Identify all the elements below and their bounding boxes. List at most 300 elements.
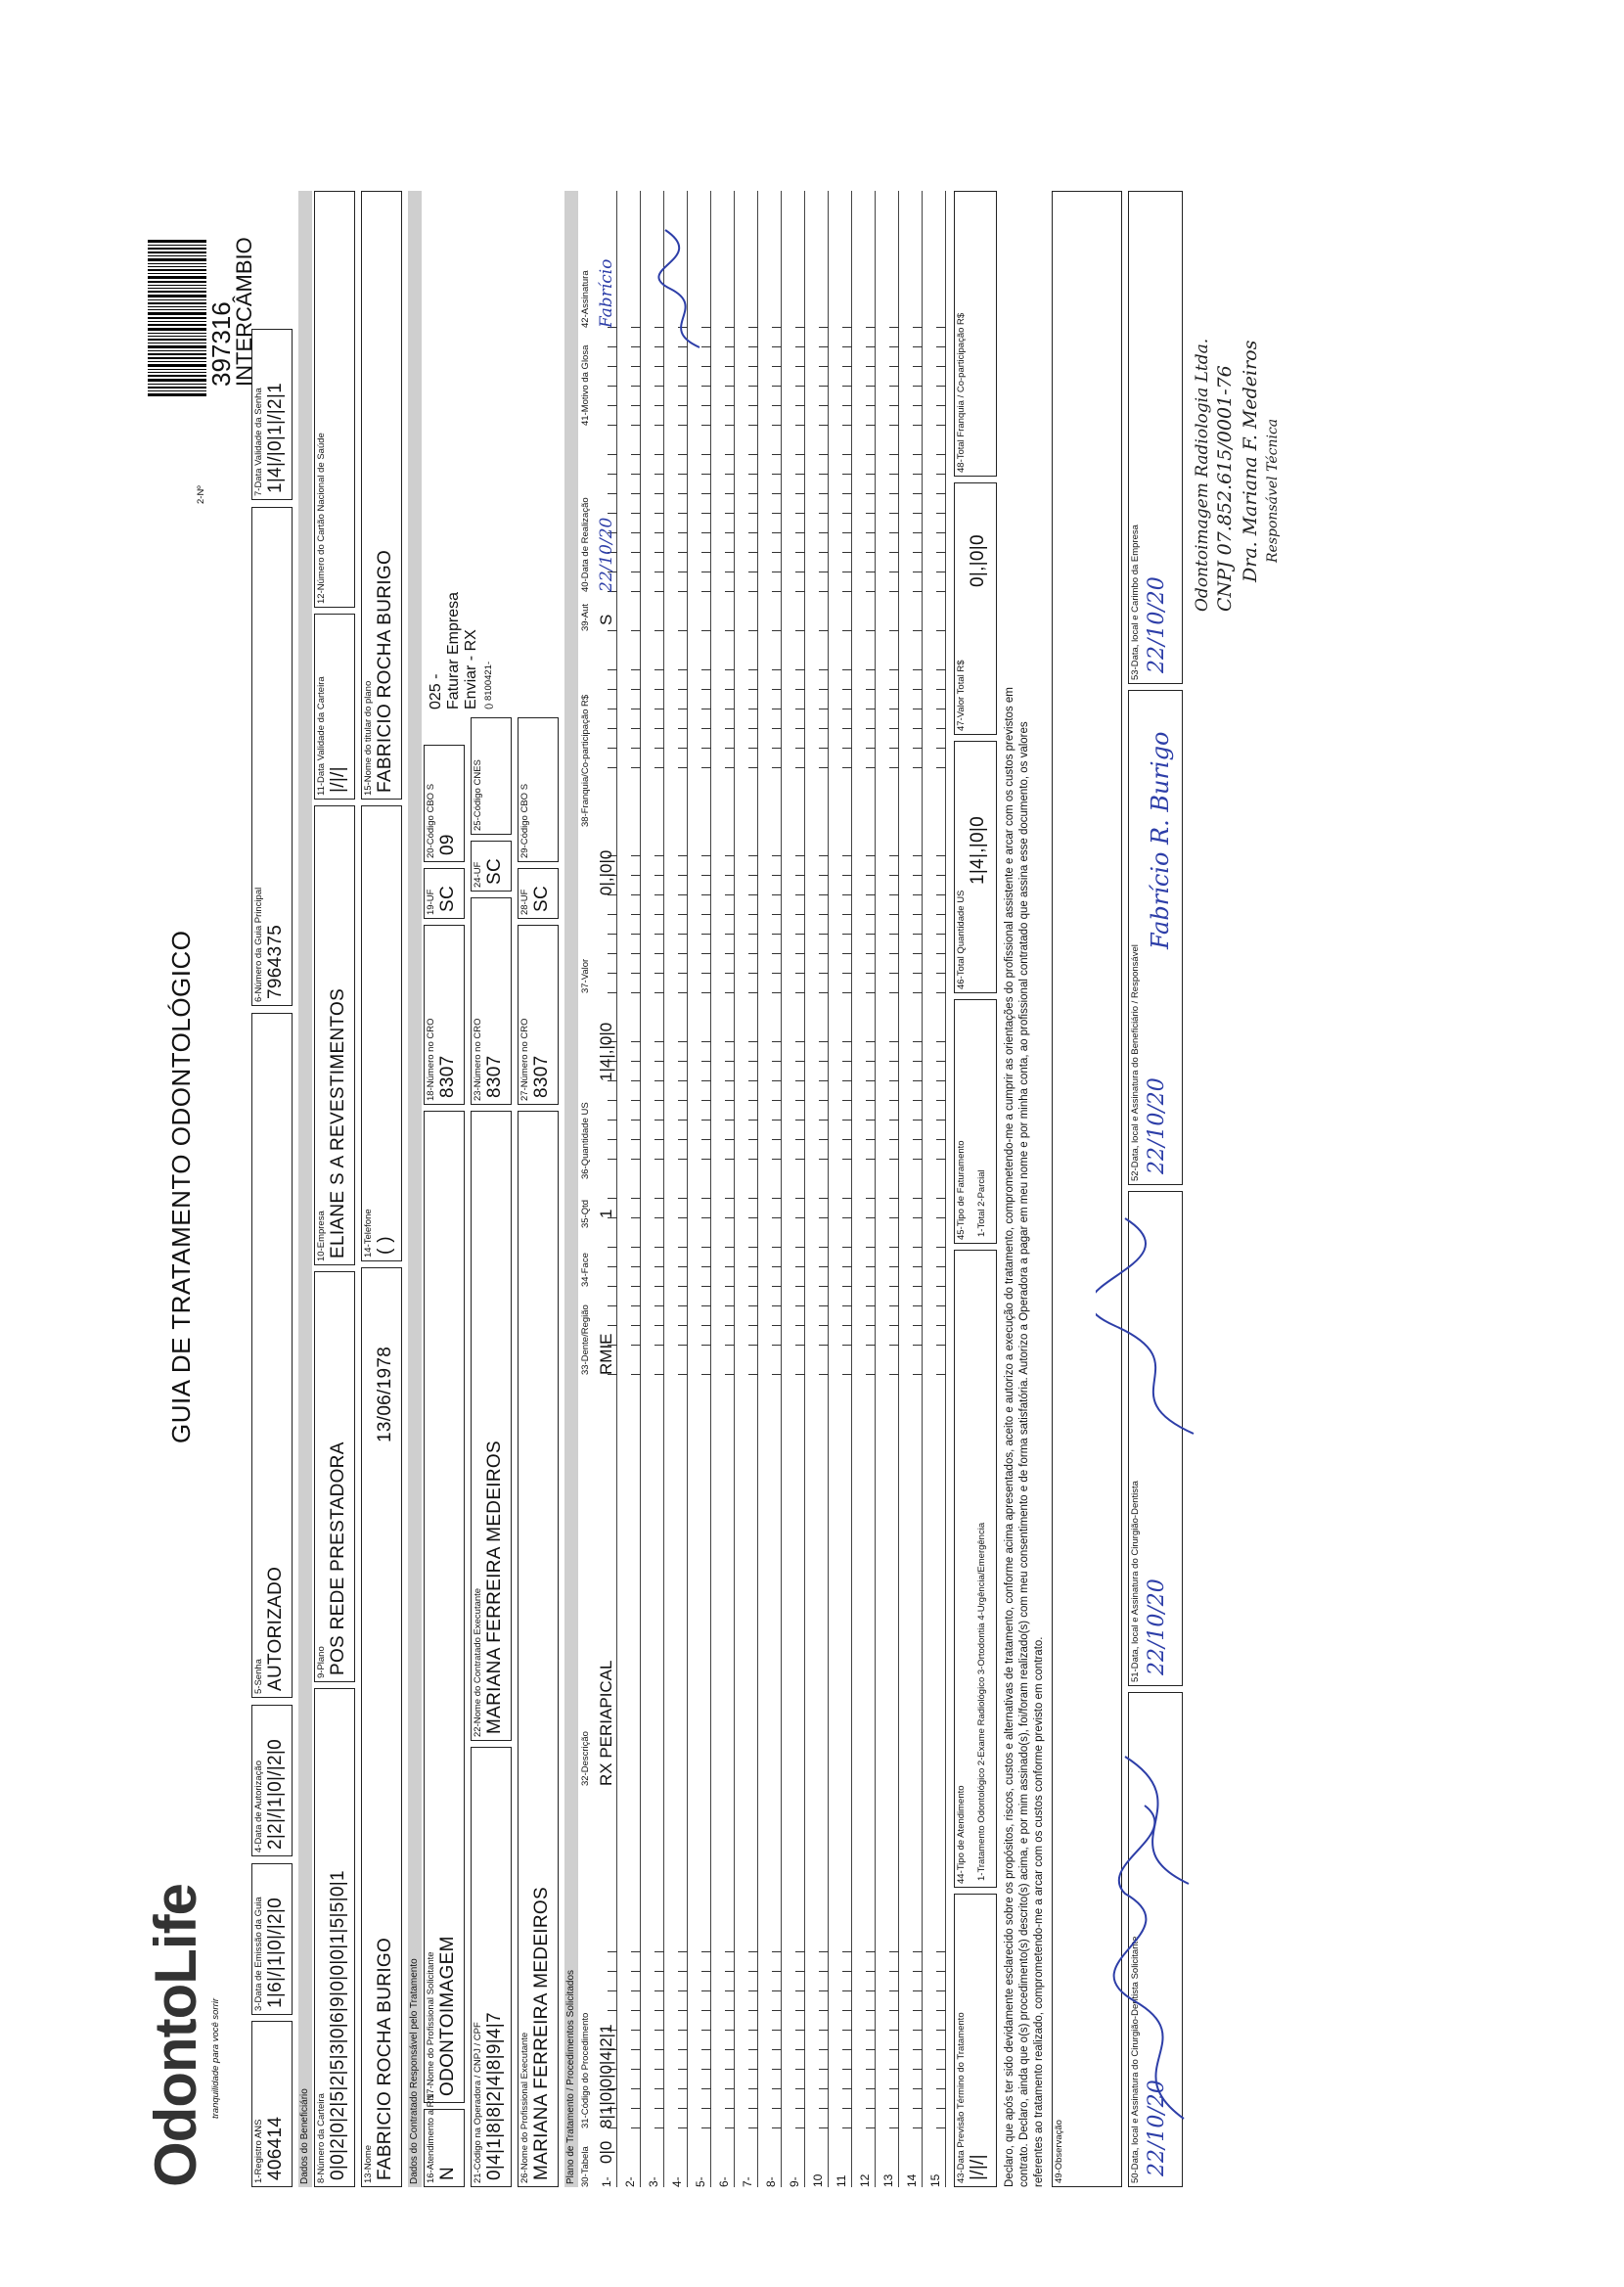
table-row[interactable] xyxy=(666,191,688,2187)
row-tick xyxy=(842,1139,852,1140)
row-tick xyxy=(842,1041,852,1042)
row-tick xyxy=(701,2010,711,2011)
col-34-face: 34-Face xyxy=(580,1253,591,1287)
row-tick xyxy=(913,552,923,553)
row-tick xyxy=(701,425,711,426)
row-tick xyxy=(748,953,758,954)
row-underline xyxy=(616,191,617,2187)
row-tick xyxy=(678,1374,688,1375)
row-tick xyxy=(631,767,641,768)
row-tick xyxy=(819,2049,829,2050)
row-tick xyxy=(889,2049,899,2050)
row-tick xyxy=(889,552,899,553)
page-title: GUIA DE TRATAMENTO ODONTOLÓGICO xyxy=(166,930,196,1443)
row-tick xyxy=(889,1080,899,1081)
row-tick xyxy=(889,1100,899,1101)
row-tick xyxy=(913,425,923,426)
row-tick xyxy=(795,1159,805,1160)
row-tick xyxy=(748,1325,758,1326)
row-tick xyxy=(701,1080,711,1081)
table-row[interactable] xyxy=(690,191,711,2187)
row-tick xyxy=(608,1990,617,1991)
row-tick xyxy=(936,2030,946,2031)
field-20-cbo[interactable]: 20-Código CBO S 09 xyxy=(424,745,465,862)
row-tick xyxy=(889,1345,899,1346)
row-tick xyxy=(631,1100,641,1101)
row-tick xyxy=(936,748,946,749)
row-tick xyxy=(725,1345,735,1346)
row-tick xyxy=(889,953,899,954)
row-tick xyxy=(866,1971,876,1972)
table-row[interactable] xyxy=(854,191,876,2187)
table-row[interactable] xyxy=(760,191,782,2187)
row-number: 6- xyxy=(717,2176,731,2187)
row-tick xyxy=(772,1061,782,1062)
row-tick xyxy=(678,630,688,631)
field-8-carteira[interactable]: 8-Número da Carteira 0|0|2|0|2|5|2|5|3|0|6|9|0|0|0|1|5|5|0|1 xyxy=(314,1688,355,2187)
row-tick xyxy=(866,1305,876,1306)
row-tick xyxy=(819,875,829,876)
dentist-signature-scribble-1 xyxy=(1096,1678,1213,2128)
row-tick xyxy=(819,1325,829,1326)
row-tick xyxy=(608,1266,617,1267)
row-tick xyxy=(608,1951,617,1952)
row-tick xyxy=(936,2049,946,2050)
row-tick xyxy=(631,875,641,876)
field-49-observacao[interactable]: 49-Observação xyxy=(1052,191,1122,2187)
field-14-telefone[interactable]: 14-Telefone ( ) xyxy=(361,805,402,1261)
row-number: 9- xyxy=(788,2176,801,2187)
row-tick xyxy=(748,532,758,533)
row-tick xyxy=(866,1374,876,1375)
field-45-tipo-faturamento[interactable]: 45-Tipo de Faturamento 1-Total 2-Parcial xyxy=(954,999,997,1244)
row-tick xyxy=(936,728,946,729)
row-tick xyxy=(678,953,688,954)
row-tick xyxy=(654,2049,664,2050)
row-tick xyxy=(701,748,711,749)
row-tick xyxy=(795,1325,805,1326)
row-tick xyxy=(772,934,782,935)
row-tick xyxy=(913,1198,923,1199)
row-tick xyxy=(866,1247,876,1248)
row-tick xyxy=(772,552,782,553)
row-tick xyxy=(866,532,876,533)
row-tick xyxy=(725,2010,735,2011)
row-tick xyxy=(866,992,876,993)
row-tick xyxy=(889,2030,899,2031)
barcode-bar xyxy=(148,263,206,264)
row-tick xyxy=(631,953,641,954)
barcode-bar xyxy=(148,240,206,243)
table-row[interactable] xyxy=(878,191,899,2187)
row-tick xyxy=(725,532,735,533)
row-tick xyxy=(608,669,617,670)
row-tick xyxy=(701,474,711,475)
col-40-data-realizacao: 40-Data de Realização xyxy=(580,497,591,592)
stamp-line-3: Dra. Mariana F. Medeiros xyxy=(1240,340,1261,582)
row-tick xyxy=(936,1217,946,1218)
row-tick xyxy=(889,689,899,690)
row-tick xyxy=(748,934,758,935)
table-row[interactable] xyxy=(901,191,923,2187)
row-tick xyxy=(842,327,852,328)
row-tick xyxy=(795,425,805,426)
field-5-senha[interactable]: 5-Senha AUTORIZADO xyxy=(251,1013,293,1698)
field-22-contratado-executante[interactable]: 22-Nome do Contratado Executante MARIANA FERREIRA MEDEIROS xyxy=(471,1111,512,1741)
table-row[interactable] xyxy=(737,191,758,2187)
row-tick xyxy=(748,1990,758,1991)
table-row[interactable] xyxy=(784,191,805,2187)
row-tick xyxy=(631,728,641,729)
field-25-cnes[interactable]: 25-Código CNES xyxy=(471,717,512,835)
row-tick xyxy=(842,630,852,631)
row-tick xyxy=(866,1325,876,1326)
row-tick xyxy=(772,630,782,631)
field-13-nome[interactable]: 13-Nome FABRICIO ROCHA BURIGO 13/06/1978 xyxy=(361,1267,402,2187)
row-tick xyxy=(748,1100,758,1101)
table-row[interactable] xyxy=(713,191,735,2187)
row-tick xyxy=(889,1286,899,1287)
barcode-bar xyxy=(148,299,206,300)
row-tick xyxy=(795,2069,805,2070)
row-tick xyxy=(772,855,782,856)
row-tick xyxy=(678,2108,688,2109)
row-tick xyxy=(889,425,899,426)
table-row[interactable] xyxy=(643,191,664,2187)
row-tick xyxy=(654,1080,664,1081)
row-tick xyxy=(678,1139,688,1140)
field-53-carimbo-empresa[interactable]: 53-Data, local e Carimbo da Empresa 22/10/20 xyxy=(1128,191,1183,684)
row-tick xyxy=(748,2088,758,2089)
barcode-bar xyxy=(148,295,206,297)
field-6-guia-principal[interactable]: 6-Número da Guia Principal 7964375 xyxy=(251,507,293,1006)
col-33-dente: 33-Dente/Região xyxy=(580,1304,591,1375)
field-47-valor-total[interactable]: 47-Valor Total R$ 0|,|0|0 xyxy=(954,482,997,735)
row-tick xyxy=(795,1217,805,1218)
row-tick xyxy=(889,855,899,856)
row-underline xyxy=(640,191,641,2187)
row-tick xyxy=(936,1325,946,1326)
row-tick xyxy=(654,552,664,553)
field-15-titular-plano[interactable]: 15-Nome do titular do plano FABRICIO ROCHA BURIGO xyxy=(361,191,402,800)
row-tick xyxy=(772,1374,782,1375)
row-tick xyxy=(631,1139,641,1140)
row-tick xyxy=(795,1971,805,1972)
row-tick xyxy=(795,1951,805,1952)
table-row[interactable] xyxy=(925,191,946,2187)
col-31-codigo: 31-Código do Procedimento xyxy=(580,2012,591,2128)
field-50-assinatura-solicitante[interactable]: 50-Data, local e Assinatura do Cirurgião-Dentista Solicitante 22/10/20 xyxy=(1128,1692,1183,2187)
cell-valor: 0|,|0|0 xyxy=(597,849,615,895)
row-tick xyxy=(913,953,923,954)
cell-assinatura: Fabrício xyxy=(597,258,616,328)
row-tick xyxy=(866,513,876,514)
row-tick xyxy=(936,2108,946,2109)
row-tick xyxy=(701,934,711,935)
row-tick xyxy=(654,767,664,768)
row-tick xyxy=(701,1990,711,1991)
row-tick xyxy=(772,1971,782,1972)
row-tick xyxy=(701,405,711,406)
row-tick xyxy=(678,748,688,749)
row-tick xyxy=(608,992,617,993)
row-tick xyxy=(725,2127,735,2128)
row-tick xyxy=(608,1100,617,1101)
row-tick xyxy=(701,953,711,954)
row-tick xyxy=(819,532,829,533)
row-tick xyxy=(842,2010,852,2011)
field-29-cbo[interactable]: 29-Código CBO S xyxy=(518,717,559,862)
row-tick xyxy=(748,894,758,895)
row-tick xyxy=(913,767,923,768)
row-tick xyxy=(913,513,923,514)
row-tick xyxy=(889,366,899,367)
row-tick xyxy=(631,1041,641,1042)
row-tick xyxy=(772,1990,782,1991)
row-tick xyxy=(654,1061,664,1062)
row-tick xyxy=(654,425,664,426)
row-underline xyxy=(757,191,758,2187)
row-tick xyxy=(654,1217,664,1218)
row-tick xyxy=(654,2127,664,2128)
field-4-data-autorizacao[interactable]: 4-Data de Autorização 2|2|/|1|0|/|2|0 xyxy=(251,1705,293,1856)
row-tick xyxy=(654,591,664,592)
row-tick xyxy=(631,2049,641,2050)
row-tick xyxy=(866,1159,876,1160)
row-tick xyxy=(772,973,782,974)
row-tick xyxy=(725,366,735,367)
row-tick xyxy=(748,728,758,729)
row-tick xyxy=(819,2088,829,2089)
cell-tabela: 0|0 xyxy=(597,2140,615,2164)
barcode-bar xyxy=(148,387,206,389)
col-39-aut: 39-Aut xyxy=(580,604,591,631)
row-tick xyxy=(678,2069,688,2070)
table-row[interactable] xyxy=(831,191,852,2187)
row-tick xyxy=(842,1971,852,1972)
row-tick xyxy=(631,1061,641,1062)
field-2-label: 2-Nº xyxy=(196,485,206,504)
row-tick xyxy=(866,728,876,729)
row-tick xyxy=(725,1305,735,1306)
row-tick xyxy=(889,532,899,533)
row-tick xyxy=(772,1159,782,1160)
row-tick xyxy=(678,914,688,915)
field-28-uf[interactable]: 28-UF SC xyxy=(518,868,559,919)
row-tick xyxy=(725,1325,735,1326)
row-tick xyxy=(654,2010,664,2011)
row-tick xyxy=(725,1266,735,1267)
field-11-validade-carteira[interactable]: 11-Data Validade da Carteira |/|/| xyxy=(314,614,355,800)
row-tick xyxy=(795,532,805,533)
row-tick xyxy=(936,1100,946,1101)
row-tick xyxy=(748,630,758,631)
guide-number: 397316 xyxy=(206,301,236,387)
row-tick xyxy=(678,1971,688,1972)
row-tick xyxy=(819,748,829,749)
col-38-franquia: 38-Franquia/Co-participação R$ xyxy=(580,694,591,827)
barcode-bar xyxy=(148,276,206,279)
row-tick xyxy=(913,346,923,347)
field-43-previsao-termino[interactable]: 43-Data Previsão Término do Tratamento |/|/| xyxy=(954,1894,997,2187)
row-tick xyxy=(819,591,829,592)
row-tick xyxy=(748,2127,758,2128)
row-tick xyxy=(701,875,711,876)
row-tick xyxy=(842,767,852,768)
barcode-bar xyxy=(148,266,206,267)
row-tick xyxy=(701,1345,711,1346)
row-tick xyxy=(631,1247,641,1248)
row-tick xyxy=(725,386,735,387)
barcode-bar xyxy=(148,309,206,310)
row-tick xyxy=(654,875,664,876)
row-tick xyxy=(654,2108,664,2109)
field-48-total-franquia[interactable]: 48-Total Franquia / Co-participação R$ xyxy=(954,191,997,477)
row-tick xyxy=(725,1080,735,1081)
col-36-quantidade-us: 36-Quantidade US xyxy=(580,1102,591,1179)
table-row[interactable] xyxy=(596,191,617,2187)
row-tick xyxy=(631,386,641,387)
row-tick xyxy=(936,1041,946,1042)
field-21-codigo-operadora[interactable]: 21-Código na Operadora / CNPJ / CPF 0|4|1|8|8|2|4|8|9|4|7 xyxy=(471,1747,512,2187)
field-26-profissional-executante[interactable]: 26-Nome do Profissional Executante MARIANA FERREIRA MEDEIROS xyxy=(518,1111,559,2187)
row-tick xyxy=(819,552,829,553)
row-tick xyxy=(631,454,641,455)
row-tick xyxy=(842,454,852,455)
row-tick xyxy=(678,1286,688,1287)
row-tick xyxy=(631,1198,641,1199)
row-tick xyxy=(913,1120,923,1121)
row-tick xyxy=(772,474,782,475)
field-17-profissional-solicitante[interactable]: 17-Nome do Profissional Solicitante ODONTOIMAGEM xyxy=(424,1111,465,2103)
row-tick xyxy=(795,1345,805,1346)
row-tick xyxy=(866,386,876,387)
row-tick xyxy=(654,1266,664,1267)
field-18-cro[interactable]: 18-Número no CRO 8307 xyxy=(424,925,465,1105)
row-tick xyxy=(748,1041,758,1042)
procedures-table xyxy=(596,191,950,2187)
row-tick xyxy=(701,2069,711,2070)
row-tick xyxy=(866,973,876,974)
row-tick xyxy=(654,2088,664,2089)
row-tick xyxy=(936,953,946,954)
row-tick xyxy=(913,1041,923,1042)
row-tick xyxy=(913,914,923,915)
row-tick xyxy=(866,1061,876,1062)
field-27-cro[interactable]: 27-Número no CRO 8307 xyxy=(518,925,559,1105)
row-number: 2- xyxy=(623,2176,637,2187)
row-tick xyxy=(889,386,899,387)
row-tick xyxy=(819,386,829,387)
field-51-assinatura-dentista[interactable]: 51-Data, local e Assinatura do Cirurgião-Dentista 22/10/20 xyxy=(1128,1191,1183,1686)
row-tick xyxy=(795,327,805,328)
row-tick xyxy=(866,2108,876,2109)
row-tick xyxy=(819,2127,829,2128)
row-tick xyxy=(913,1345,923,1346)
field-1-registro-ans[interactable]: 1-Registro ANS 406414 xyxy=(251,2021,293,2187)
row-tick xyxy=(701,454,711,455)
table-row[interactable] xyxy=(619,191,641,2187)
row-tick xyxy=(678,474,688,475)
field-7-validade-senha[interactable]: 7-Data Validade da Senha 1|4|/|0|1|/|2|1 xyxy=(251,329,293,500)
row-tick xyxy=(701,591,711,592)
row-tick xyxy=(772,1305,782,1306)
row-tick xyxy=(913,1217,923,1218)
field-9-plano[interactable]: 9-Plano POS REDE PRESTADORA xyxy=(314,1271,355,1682)
field-19-uf[interactable]: 19-UF SC xyxy=(424,868,465,919)
row-tick xyxy=(795,1120,805,1121)
row-tick xyxy=(654,366,664,367)
col-41-motivo-glosa: 41-Motivo da Glosa xyxy=(580,344,591,426)
row-tick xyxy=(913,1990,923,1991)
field-12-cartao-nacional-saude[interactable]: 12-Número do Cartão Nacional de Saúde xyxy=(314,191,355,608)
row-tick xyxy=(936,346,946,347)
row-tick xyxy=(866,474,876,475)
row-tick xyxy=(772,1345,782,1346)
field-44-tipo-atendimento[interactable]: 44-Tipo de Atendimento 1-Tratamento Odontológico 2-Exame Radiológico 3-Ortodontia 4-Urgência/Emergência xyxy=(954,1250,997,1888)
row-tick xyxy=(842,1120,852,1121)
row-tick xyxy=(866,552,876,553)
field-46-total-quantidade-us[interactable]: 46-Total Quantidade US 1|4|,|0|0 xyxy=(954,741,997,993)
row-tick xyxy=(678,767,688,768)
field-23-cro[interactable]: 23-Número no CRO 8307 xyxy=(471,897,512,1105)
row-tick xyxy=(725,630,735,631)
row-tick xyxy=(819,953,829,954)
row-tick xyxy=(889,591,899,592)
row-tick xyxy=(913,532,923,533)
row-tick xyxy=(842,2069,852,2070)
row-tick xyxy=(842,1080,852,1081)
row-tick xyxy=(795,493,805,494)
row-tick xyxy=(913,2088,923,2089)
row-tick xyxy=(772,1080,782,1081)
field-3-data-emissao[interactable]: 3-Data de Emissão da Guia 1|6|/|1|0|/|2|0 xyxy=(251,1863,293,2015)
field-52-assinatura-beneficiario[interactable]: 52-Data, local e Assinatura do Beneficiário / Responsável 22/10/20 Fabrício R. Burigo xyxy=(1128,690,1183,1185)
table-row[interactable] xyxy=(807,191,829,2187)
row-underline xyxy=(851,191,852,2187)
procedure-signature-scribble xyxy=(651,220,719,357)
row-tick xyxy=(631,425,641,426)
row-tick xyxy=(701,1217,711,1218)
row-tick xyxy=(913,894,923,895)
guide-form-sheet xyxy=(142,113,1433,2187)
row-tick xyxy=(772,1286,782,1287)
row-tick xyxy=(795,1080,805,1081)
row-tick xyxy=(913,386,923,387)
logo-tagline: tranquilidade para você sorrir xyxy=(210,1997,221,2119)
row-tick xyxy=(936,532,946,533)
row-tick xyxy=(819,474,829,475)
row-tick xyxy=(772,2049,782,2050)
row-tick xyxy=(701,2049,711,2050)
row-tick xyxy=(842,1345,852,1346)
row-tick xyxy=(913,689,923,690)
row-tick xyxy=(889,875,899,876)
row-tick xyxy=(842,591,852,592)
field-16-atendimento-rn[interactable]: 16-Atendimento a RN N xyxy=(424,2109,465,2187)
row-tick xyxy=(936,493,946,494)
barcode-bar xyxy=(148,324,206,326)
field-10-empresa[interactable]: 10-Empresa ELIANE S A REVESTIMENTOS xyxy=(314,805,355,1265)
row-tick xyxy=(772,1100,782,1101)
row-tick xyxy=(654,973,664,974)
field-24-uf[interactable]: 24-UF SC xyxy=(471,841,512,892)
row-tick xyxy=(795,2127,805,2128)
row-tick xyxy=(936,855,946,856)
row-tick xyxy=(842,2088,852,2089)
row-tick xyxy=(608,386,617,387)
row-tick xyxy=(936,1120,946,1121)
